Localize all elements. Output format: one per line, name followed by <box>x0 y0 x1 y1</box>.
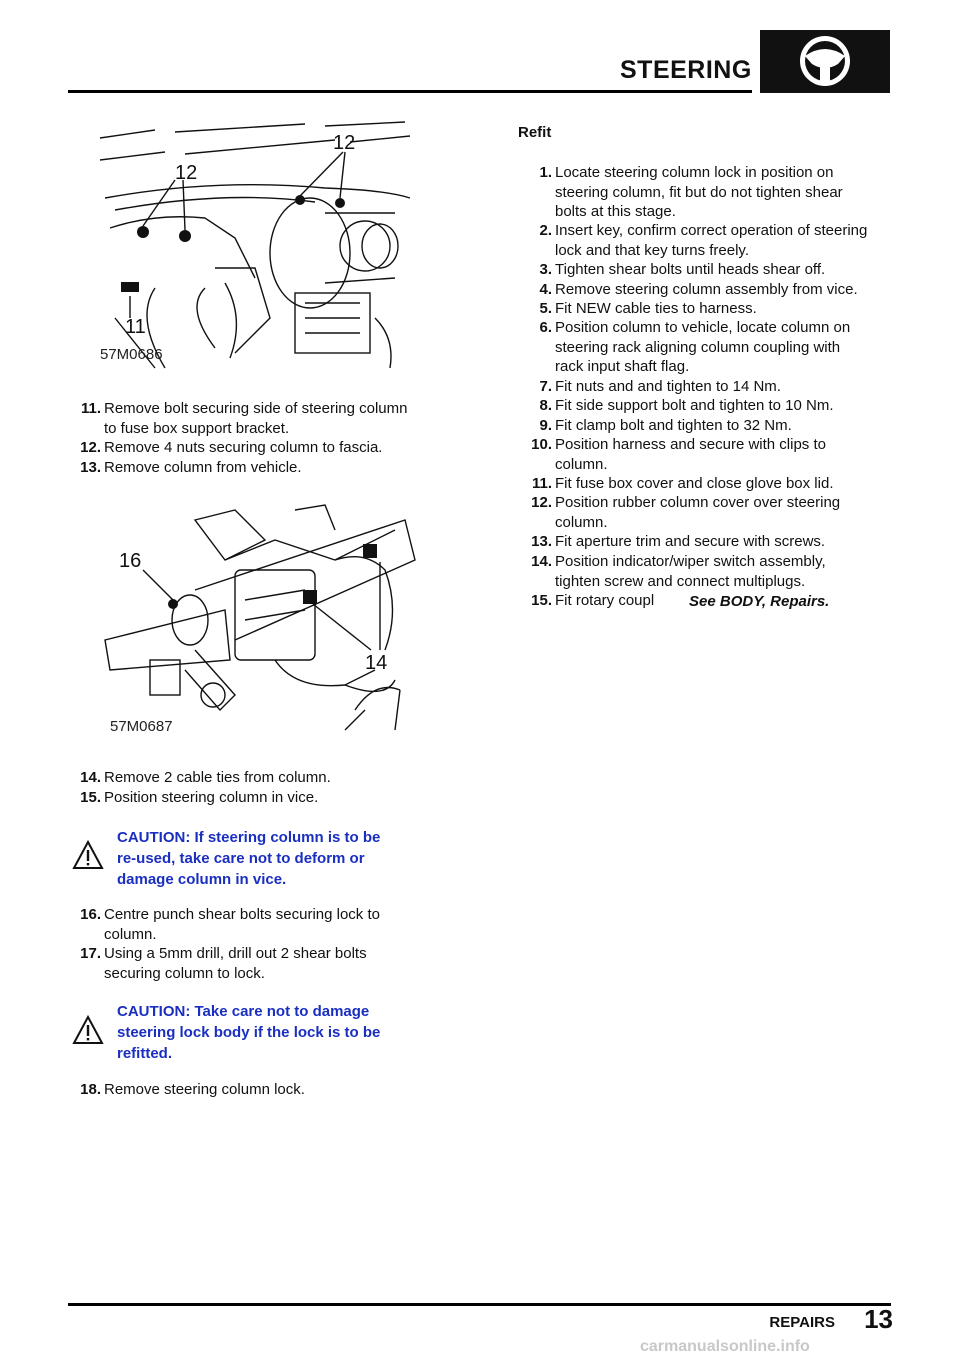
figure-id: 57M0687 <box>110 718 173 735</box>
caution-deform: CAUTION: If steering column is to be re-used, take care not to deform or damage column in vice. <box>117 829 381 888</box>
refit-heading: Refit <box>518 124 552 141</box>
warning-icon <box>72 1015 104 1045</box>
callout-12-right: 12 <box>333 132 356 154</box>
footer-rule <box>68 1303 891 1306</box>
page-number: 13 <box>864 1304 893 1334</box>
header-rule <box>68 90 752 93</box>
figure-57m0687 <box>95 500 425 750</box>
page-title: STEERING <box>620 56 752 84</box>
figure-57m0686 <box>95 118 415 370</box>
step-11: 11. Remove bolt securing side of steering column to fuse box support bracket. <box>80 400 408 437</box>
callout-12-left: 12 <box>175 162 198 184</box>
section-logo <box>760 30 890 93</box>
footer-section: REPAIRS <box>769 1314 835 1331</box>
caution-lock-body: CAUTION: Take care not to damage steering lock body if the lock is to be refitted. <box>117 1003 381 1062</box>
callout-11: 11 <box>125 316 146 338</box>
steering-wheel-icon <box>760 30 890 93</box>
callout-14: 14 <box>365 652 388 674</box>
watermark: carmanualsonline.info <box>640 1338 810 1355</box>
cross-reference: See BODY, Repairs. <box>689 593 830 610</box>
warning-icon <box>72 840 104 870</box>
callout-16: 16 <box>119 550 142 572</box>
steering-column-lock-illustration <box>95 500 425 750</box>
figure-id: 57M0686 <box>100 346 163 363</box>
